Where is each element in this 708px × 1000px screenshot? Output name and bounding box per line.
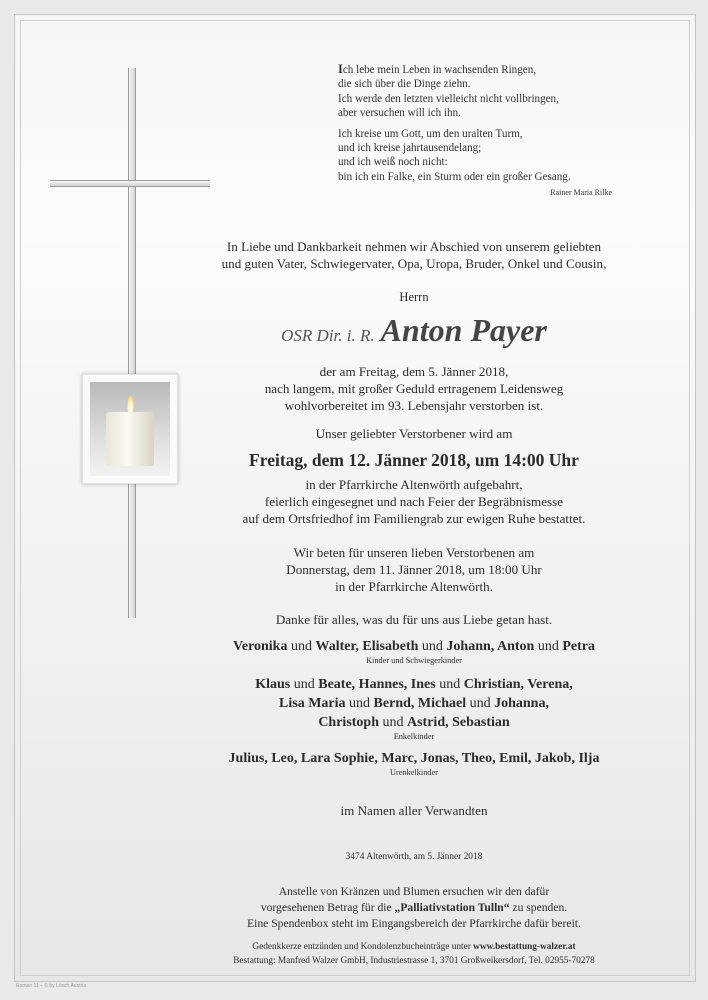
grandchildren-names-line: [140, 694, 688, 713]
thanks-block: [140, 611, 688, 628]
mourners-children: [140, 637, 688, 666]
intro-line: In Liebe und Dankbarkeit nehmen wir Abschied von unserem geliebten: [226, 239, 602, 254]
relatives-block: [140, 802, 688, 819]
deceased-name-block: [140, 310, 688, 357]
place-date: 3474 Altenwörth, am 5. Jänner 2018: [345, 852, 483, 862]
thanks: Danke für alles, was du für uns aus Liebe getan hast.: [275, 612, 553, 627]
deceased-title: OSR Dir. i. R.: [281, 326, 375, 345]
salutation-block: [140, 289, 688, 306]
mourner-name: Lisa Maria: [279, 696, 346, 711]
and-word: und: [290, 677, 319, 692]
footer-line: [140, 940, 688, 954]
footer-line: Bestattung: Manfred Walzer GmbH, Industriestrasse 1, 3701 Großweikersdorf, Tel. 02955-70278: [233, 956, 595, 966]
mourner-name: Veronika: [233, 639, 288, 654]
poem-line: und ich weiß noch nicht:: [338, 156, 448, 169]
and-word: und: [418, 639, 447, 654]
prayer: [140, 544, 688, 595]
grandchildren-role: Enkelkinder: [393, 732, 435, 741]
relatives: im Namen aller Verwandten: [340, 803, 488, 818]
poem-line: bin ich ein Falke, ein Sturm oder ein großer Gesang.: [338, 170, 571, 183]
donation-text: vorgesehenen Betrag für die: [260, 901, 395, 914]
funeral-details-line: in der Pfarrkirche Altenwörth aufgebahrt,: [305, 477, 523, 492]
grandchildren-names-line: [140, 675, 688, 694]
children-names: [140, 637, 688, 656]
funeral-date-block: [140, 449, 688, 471]
poem-line-rest: ch lebe mein Leben in wachsenden Ringen,: [342, 64, 537, 76]
salutation: Herrn: [399, 290, 429, 304]
and-word: und: [435, 677, 464, 692]
poem-initial: I: [338, 62, 343, 76]
poem: [338, 62, 618, 201]
intro: [140, 238, 688, 272]
funeral-date: Freitag, dem 12. Jänner 2018, um 14:00 Uhr: [249, 450, 579, 470]
mourner-name: Christian, Verena,: [463, 677, 573, 692]
prayer-line: Wir beten für unseren lieben Verstorbenen am: [293, 545, 535, 560]
mourner-name: Walter, Elisabeth: [315, 639, 419, 654]
donation-text: zu spenden.: [509, 901, 568, 914]
and-word: und: [287, 639, 316, 654]
place-date-block: [140, 849, 688, 866]
and-word: und: [534, 639, 563, 654]
footer-text: Gedenkkerze entzünden und Kondolenzbucheinträge unter: [252, 942, 474, 952]
donation-line: [140, 900, 688, 916]
and-word: und: [345, 696, 374, 711]
mourner-name: Petra: [562, 639, 595, 654]
funeral-intro-block: [140, 425, 688, 442]
mourner-name: Johann, Anton: [446, 639, 535, 654]
funeral-details: [140, 476, 688, 527]
great-grandchildren-names: Julius, Leo, Lara Sophie, Marc, Jonas, Theo, Emil, Jakob, Ilja: [228, 751, 600, 766]
funeral-details-line: feierlich eingesegnet und nach Feier der Begräbnismesse: [264, 494, 564, 509]
poem-line: [338, 62, 618, 77]
poem-line: Ich kreise um Gott, um den uralten Turm,: [338, 127, 523, 140]
mourner-name: Johanna,: [494, 696, 549, 711]
death-info-line: wohlvorbereitet im 93. Lebensjahr verstorben ist.: [284, 398, 544, 413]
poem-line: aber versuchen will ich ihn.: [338, 107, 461, 120]
death-info: [140, 363, 688, 414]
mourner-name: Klaus: [255, 677, 291, 692]
grandchildren-names-line: [140, 713, 688, 732]
donation: [140, 884, 688, 932]
deceased-name: Anton Payer: [380, 312, 547, 348]
mourners-grandchildren: [140, 675, 688, 742]
great-grandchildren-role: Urenkelkinder: [390, 768, 438, 777]
and-word: und: [466, 696, 495, 711]
mourner-name: Astrid, Sebastian: [407, 715, 510, 730]
children-role: Kinder und Schwiegerkinder: [366, 656, 462, 665]
imprint: Roman 11 – © by Lösch Austria: [16, 983, 87, 989]
cross-icon-vertical: [128, 68, 136, 618]
poem-author: Rainer Maria Rilke: [550, 188, 612, 198]
prayer-line: in der Pfarrkirche Altenwörth.: [335, 579, 493, 594]
funeral-intro: Unser geliebter Verstorbener wird am: [315, 426, 513, 441]
death-info-line: der am Freitag, dem 5. Jänner 2018,: [319, 364, 509, 379]
footer: [140, 940, 688, 968]
cross-icon-horizontal: [50, 180, 210, 187]
poem-line: die sich über die Dinge ziehn.: [338, 78, 471, 91]
website-link[interactable]: www.bestattung-walzer.at: [473, 942, 576, 952]
poem-line: und ich kreise jahrtausendelang;: [338, 142, 482, 155]
mourner-name: Beate, Hannes, Ines: [318, 677, 436, 692]
mourner-name: Christoph: [318, 715, 379, 730]
donation-line: Anstelle von Kränzen und Blumen ersuchen wir den dafür: [278, 885, 550, 898]
donation-recipient: „Palliativstation Tulln“: [394, 901, 510, 914]
funeral-details-line: auf dem Ortsfriedhof im Familiengrab zur ewigen Ruhe bestattet.: [242, 511, 586, 526]
prayer-line: Donnerstag, dem 11. Jänner 2018, um 18:00 Uhr: [286, 562, 542, 577]
donation-line: Eine Spendenbox steht im Eingangsbereich der Pfarrkirche dafür bereit.: [247, 917, 581, 930]
and-word: und: [379, 715, 407, 730]
poem-line: Ich werde den letzten vielleicht nicht vollbringen,: [338, 92, 559, 105]
mourner-name: Bernd, Michael: [373, 696, 467, 711]
death-info-line: nach langem, mit großer Geduld ertragenem Leidensweg: [264, 381, 564, 396]
intro-line: und guten Vater, Schwiegervater, Opa, Uropa, Bruder, Onkel und Cousin,: [221, 256, 607, 271]
mourners-great-grandchildren: [140, 749, 688, 778]
